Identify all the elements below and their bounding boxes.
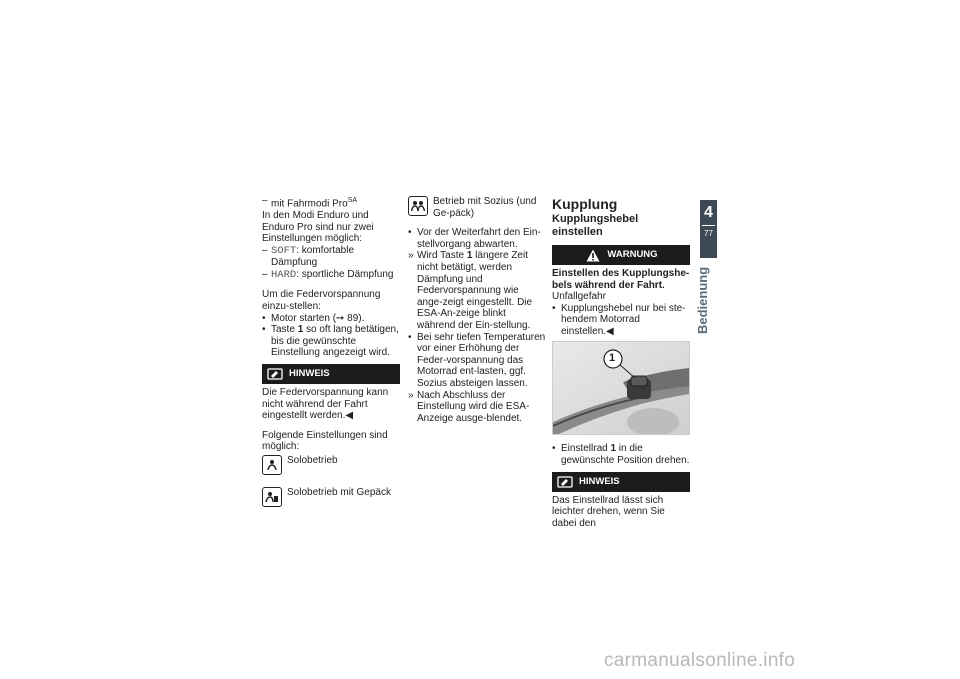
hard-option: – HARD: sportliche Dämpfung xyxy=(262,269,400,282)
figure-callout: 1 xyxy=(609,352,616,365)
note-bar: HINWEIS xyxy=(262,364,400,384)
bullet-press-button: • Taste 1 so oft lang betätigen, bis die gewünschte Einstellung angezeigt wird. xyxy=(262,324,400,359)
bullet-cold-temperatures: • Bei sehr tiefen Temperaturen vor einer Erhöhung der Feder-vorspannung das Motorrad ent-lasten, ggf. Sozius absteigen lassen. xyxy=(408,332,546,390)
chapter-tab xyxy=(700,200,717,258)
note-bar-2: HINWEIS xyxy=(552,472,690,492)
note-icon xyxy=(556,475,574,488)
soft-option: – SOFT: komfortable Dämpfung xyxy=(262,245,400,269)
ride-mode-line: – mit Fahrmodi Pro$^{SA}$ xyxy=(262,195,400,210)
warning-sub: Unfallgefahr xyxy=(552,291,606,302)
subsection-heading: Kupplungshebel einstellen xyxy=(552,213,639,238)
adjust-intro: Um die Federvorspannung einzu-stellen: xyxy=(262,289,381,313)
bullet-wait: • Vor der Weiterfahrt den Ein-stellvorgang abwarten. xyxy=(408,227,546,250)
section-heading: Kupplung xyxy=(552,196,618,212)
chapter-number: 4 xyxy=(704,204,713,221)
following-settings: Folgende Einstellungen sind möglich: xyxy=(262,429,388,453)
tab-divider xyxy=(702,225,715,226)
column-3 xyxy=(552,196,690,529)
warning-bullet: • Kupplungshebel nur bei ste-hendem Motorrad einstellen.◀ xyxy=(552,303,690,338)
warning-title: Einstellen des Kupplungshe-bels während der Fahrt. xyxy=(552,268,690,291)
warning-triangle-icon xyxy=(584,249,602,262)
warning-bar: WARNUNG xyxy=(552,245,690,265)
rider-solo-icon xyxy=(262,455,282,475)
column-2 xyxy=(408,196,546,424)
bullet-start-engine: • Motor starten (➙ 89). xyxy=(262,313,400,325)
page-number: 77 xyxy=(704,229,713,238)
note-text-2: Das Einstellrad lässt sich leichter drehen, wenn Sie dabei den xyxy=(552,494,665,529)
watermark: carmanualsonline.info xyxy=(604,650,796,671)
settings-intro: In den Modi Enduro und Enduro Pro sind nur zwei Einstellungen möglich: xyxy=(262,209,374,245)
note-icon xyxy=(266,368,284,381)
pillion-setting: Betrieb mit Sozius (und Ge-päck) xyxy=(408,196,546,219)
result-esa-hidden: » Nach Abschluss der Einstellung wird die ESA-Anzeige ausge-blendet. xyxy=(408,390,546,425)
clutch-lever-figure xyxy=(552,341,690,435)
column-1 xyxy=(262,195,400,507)
result-applied: » Wird Taste 1 längere Zeit nicht betätigt, werden Dämpfung und Federvorspannung wie ange-zeigt eingestellt. Die ESA-An-zeige blinkt während der Ein-stellung. xyxy=(408,250,546,331)
rider-luggage-icon xyxy=(262,487,282,507)
clutch-lever-illustration xyxy=(553,342,689,434)
solo-luggage-setting: Solobetrieb mit Gepäck xyxy=(262,487,400,507)
note-text: Die Federvorspannung kann nicht während der Fahrt eingestellt werden.◀ xyxy=(262,387,389,422)
solo-setting: Solobetrieb xyxy=(262,455,400,475)
rider-pillion-icon xyxy=(408,196,428,216)
bullet-adjust-wheel: • Einstellrad 1 in die gewünschte Position drehen. xyxy=(552,443,690,466)
side-section-label: Bedienung xyxy=(695,266,710,334)
